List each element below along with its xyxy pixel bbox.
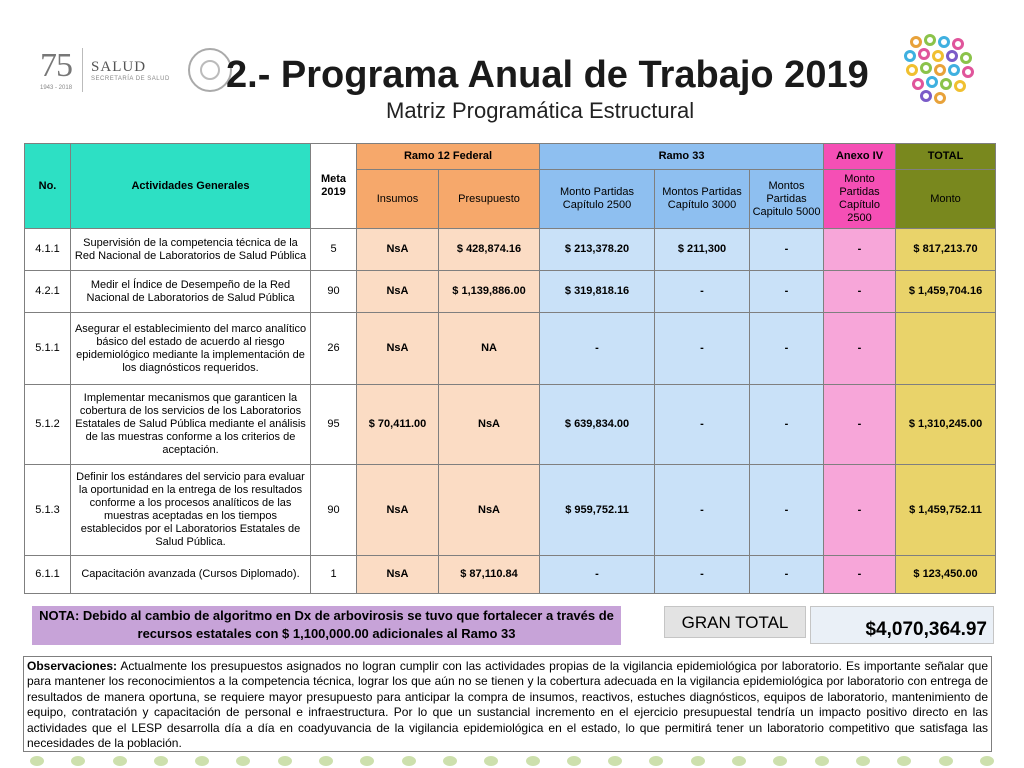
page-subtitle: Matriz Programática Estructural: [386, 98, 695, 123]
footer-ornament-icon: [897, 756, 911, 766]
cell-actividad: Capacitación avanzada (Cursos Diplomado).: [71, 556, 311, 594]
table-row: [25, 271, 996, 313]
cell-insumos: $ 70,411.00: [357, 385, 439, 465]
header-meta: Meta 2019: [311, 144, 357, 229]
header-insumos: Insumos: [357, 170, 439, 229]
header-no: No.: [25, 144, 71, 229]
cell-insumos: NsA: [357, 313, 439, 385]
header-ramo12: Ramo 12 Federal: [357, 144, 540, 170]
decorative-footer-border: [0, 756, 1024, 768]
cell-anexo: -: [824, 385, 896, 465]
cell-monto-5000: -: [750, 385, 824, 465]
cell-monto-5000: -: [750, 465, 824, 556]
cell-anexo: -: [824, 229, 896, 271]
cell-presupuesto: $ 428,874.16: [439, 229, 540, 271]
header-monto-2500: Monto Partidas Capítulo 2500: [540, 170, 655, 229]
footer-ornament-icon: [443, 756, 457, 766]
header-presupuesto: Presupuesto: [439, 170, 540, 229]
cell-monto-3000: -: [655, 556, 750, 594]
header-monto: Monto: [896, 170, 996, 229]
header-anexo-2500: Monto Partidas Capítulo 2500: [824, 170, 896, 229]
nota-box: NOTA: Debido al cambio de algoritmo en Dx de arbovirosis se tuvo que fortalecer a través de recursos estatales con $ 1,100,000.00 adicionales al Ramo 33: [32, 606, 621, 645]
footer-ornament-icon: [360, 756, 374, 766]
footer-ornament-icon: [773, 756, 787, 766]
cell-monto-3000: $ 211,300: [655, 229, 750, 271]
table-row: [25, 465, 996, 556]
cell-meta: 26: [311, 313, 357, 385]
cell-total: $ 817,213.70: [896, 229, 996, 271]
cell-monto-3000: -: [655, 465, 750, 556]
cell-no: 4.2.1: [25, 271, 71, 313]
logo-years: 1943 - 2018: [40, 85, 73, 91]
cell-actividad: Medir el Índice de Desempeño de la Red Nacional de Laboratorios de Salud Pública: [71, 271, 311, 313]
cell-presupuesto: NsA: [439, 465, 540, 556]
cell-monto-5000: -: [750, 556, 824, 594]
cell-meta: 1: [311, 556, 357, 594]
salud-text: SALUD: [91, 58, 147, 75]
cell-presupuesto: NA: [439, 313, 540, 385]
cell-total: $ 1,459,704.16: [896, 271, 996, 313]
cell-meta: 90: [311, 465, 357, 556]
cell-actividad: Asegurar el establecimiento del marco analítico básico del estado de acuerdo al riesgo epidemiológico mediante la implementación de los diagnósticos requeridos.: [71, 313, 311, 385]
salud-subtext: SECRETARÍA DE SALUD: [91, 75, 170, 82]
gran-total-label: GRAN TOTAL: [664, 606, 806, 638]
table-row: [25, 229, 996, 271]
cell-presupuesto: $ 1,139,886.00: [439, 271, 540, 313]
cell-presupuesto: NsA: [439, 385, 540, 465]
cell-no: 6.1.1: [25, 556, 71, 594]
cell-total: $ 1,310,245.00: [896, 385, 996, 465]
cell-anexo: -: [824, 465, 896, 556]
cell-monto-5000: -: [750, 313, 824, 385]
logo-75-number: 75: [40, 47, 72, 84]
cell-meta: 90: [311, 271, 357, 313]
cell-monto-2500: $ 213,378.20: [540, 229, 655, 271]
footer-ornament-icon: [30, 756, 44, 766]
salud-logo: [82, 48, 170, 92]
cell-anexo: -: [824, 556, 896, 594]
footer-ornament-icon: [319, 756, 333, 766]
cell-monto-2500: -: [540, 313, 655, 385]
footer-ornament-icon: [71, 756, 85, 766]
logo-75-anos: [40, 49, 72, 91]
footer-ornament-icon: [236, 756, 250, 766]
matriz-programatica-table: [24, 143, 996, 594]
table-row: [25, 313, 996, 385]
header-total: TOTAL: [896, 144, 996, 170]
cell-monto-3000: -: [655, 385, 750, 465]
cell-monto-2500: -: [540, 556, 655, 594]
footer-ornament-icon: [113, 756, 127, 766]
cell-monto-2500: $ 639,834.00: [540, 385, 655, 465]
footer-ornament-icon: [567, 756, 581, 766]
footer-ornament-icon: [608, 756, 622, 766]
footer-ornament-icon: [484, 756, 498, 766]
cell-total: [896, 313, 996, 385]
footer-ornament-icon: [980, 756, 994, 766]
cell-monto-5000: -: [750, 229, 824, 271]
observaciones-text: Actualmente los presupuestos asignados no logran cumplir con las actividades propias de la vigilancia epidemiológica por laboratorio. Es importante señalar que para mantener los reconocimientos a la competencia técnica, lograr los que aún no se tienen y la cobertura adecuada en la vigilancia epidemiológica por laboratorio con entrega de resultados de manera oportuna, se requiere mayor presupuesto para anticipar la compra de insumos, reactivos, estuches diagnósticos, equipos de laboratorio, mantenimiento de equipo, contratación y capacitación de personal e infraestructura. Por lo que un sustancial incremento en el ejercicio presupuestal tendría un impacto positivo directo en las actividades que el LESP desarrolla día a día en coadyuvancia de la vigilancia epidemiológica en el estado, lo que permitirá tener un laboratorio competitivo que satisfaga las necesidades de la población.: [27, 659, 988, 751]
cell-total: $ 123,450.00: [896, 556, 996, 594]
footer-ornament-icon: [815, 756, 829, 766]
cell-presupuesto: $ 87,110.84: [439, 556, 540, 594]
page-title: 2.- Programa Anual de Trabajo 2019: [226, 54, 869, 96]
footer-ornament-icon: [526, 756, 540, 766]
footer-ornament-icon: [278, 756, 292, 766]
cell-monto-3000: -: [655, 313, 750, 385]
observaciones-box: [23, 656, 992, 752]
table-row: [25, 556, 996, 594]
cell-monto-2500: $ 319,818.16: [540, 271, 655, 313]
header-monto-5000: Montos Partidas Capitulo 5000: [750, 170, 824, 229]
footer-ornament-icon: [402, 756, 416, 766]
cell-monto-5000: -: [750, 271, 824, 313]
header-logos: [40, 44, 232, 96]
cell-monto-3000: -: [655, 271, 750, 313]
header-actividades: Actividades Generales: [71, 144, 311, 229]
colorful-circles-logo-icon: [902, 34, 982, 104]
cell-meta: 95: [311, 385, 357, 465]
cell-meta: 5: [311, 229, 357, 271]
cell-insumos: NsA: [357, 229, 439, 271]
footer-ornament-icon: [691, 756, 705, 766]
footer-ornament-icon: [649, 756, 663, 766]
cell-actividad: Implementar mecanismos que garanticen la cobertura de los servicios de los Laboratorios Estatales de Salud Pública mediante el análisis de las muestras conforme a los criterios de aceptación.: [71, 385, 311, 465]
cell-actividad: Supervisión de la competencia técnica de la Red Nacional de Laboratorios de Salud Pública: [71, 229, 311, 271]
cell-no: 4.1.1: [25, 229, 71, 271]
header-anexo: Anexo IV: [824, 144, 896, 170]
cell-no: 5.1.3: [25, 465, 71, 556]
cell-monto-2500: $ 959,752.11: [540, 465, 655, 556]
cell-actividad: Definir los estándares del servicio para evaluar la oportunidad en la entrega de los resultados conforme a los procesos analíticos de las muestras aceptadas en los tiempos establecidos por el Laboratorios Estatales de Salud Pública.: [71, 465, 311, 556]
gran-total-value: $4,070,364.97: [810, 606, 994, 644]
cell-no: 5.1.2: [25, 385, 71, 465]
footer-ornament-icon: [195, 756, 209, 766]
cell-no: 5.1.1: [25, 313, 71, 385]
table-row: [25, 385, 996, 465]
header-monto-3000: Montos Partidas Capítulo 3000: [655, 170, 750, 229]
cell-total: $ 1,459,752.11: [896, 465, 996, 556]
header-ramo33: Ramo 33: [540, 144, 824, 170]
cell-insumos: NsA: [357, 556, 439, 594]
cell-anexo: -: [824, 271, 896, 313]
cell-anexo: -: [824, 313, 896, 385]
footer-ornament-icon: [939, 756, 953, 766]
footer-ornament-icon: [732, 756, 746, 766]
cell-insumos: NsA: [357, 271, 439, 313]
footer-ornament-icon: [856, 756, 870, 766]
footer-ornament-icon: [154, 756, 168, 766]
cell-insumos: NsA: [357, 465, 439, 556]
observaciones-label: Observaciones:: [27, 659, 118, 673]
